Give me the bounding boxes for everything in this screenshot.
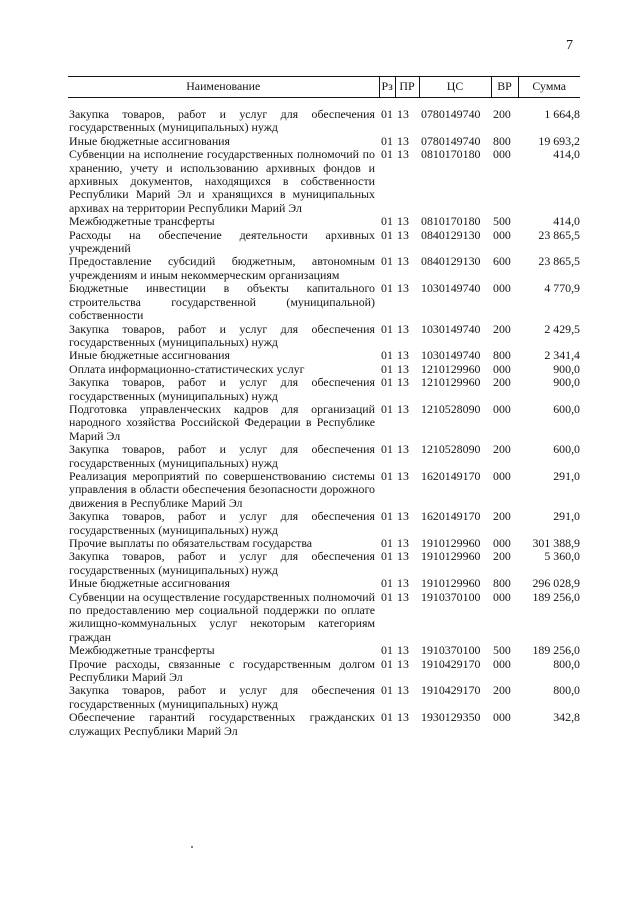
table-row <box>68 403 580 443</box>
cell-rz: 01 <box>381 321 393 336</box>
cell-cs: 1210528090 <box>421 401 481 416</box>
header-vr: ВР <box>491 77 518 98</box>
cell-pr: 13 <box>397 147 409 162</box>
cell-cs: 0810170180 <box>421 214 481 229</box>
cell-sum: 1 664,8 <box>544 107 580 121</box>
table-row <box>68 363 580 376</box>
cell-name: Субвенции на осуществление государственных полномочий по предоставлению мер социальной поддержки по оплате жилищно-коммунальных услуг некоторым категориям граждан <box>69 589 375 644</box>
cell-vr: 000 <box>493 227 511 242</box>
cell-sum: 189 256,0 <box>532 589 580 604</box>
cell-pr: 13 <box>397 254 409 269</box>
cell-pr: 13 <box>397 576 409 591</box>
cell-pr: 13 <box>397 133 409 148</box>
cell-sum: 23 865,5 <box>538 254 580 269</box>
cell-rz: 01 <box>381 401 393 416</box>
cell-sum: 2 429,5 <box>544 321 580 336</box>
cell-rz: 01 <box>381 683 393 698</box>
table-header-row <box>68 77 580 98</box>
table-row <box>68 282 580 322</box>
cell-rz: 01 <box>381 361 393 376</box>
cell-cs: 1030149740 <box>421 281 481 296</box>
budget-table <box>68 76 580 738</box>
cell-name: Закупка товаров, работ и услуг для обеспечения государственных (муниципальных) нужд <box>69 549 375 577</box>
cell-vr: 200 <box>493 509 511 524</box>
cell-vr: 000 <box>493 536 511 550</box>
cell-cs: 0780149740 <box>421 107 481 121</box>
cell-rz: 01 <box>381 710 393 725</box>
cell-pr: 13 <box>397 442 409 457</box>
cell-cs: 1910129960 <box>421 576 481 591</box>
cell-vr: 500 <box>493 214 511 229</box>
cell-sum: 4 770,9 <box>544 281 580 296</box>
cell-name: Подготовка управленческих кадров для организаций народного хозяйства Российской Федерации в Республике Марий Эл <box>69 401 375 443</box>
table-row <box>68 148 580 215</box>
cell-cs: 1910429170 <box>421 656 481 671</box>
cell-name: Закупка товаров, работ и услуг для обеспечения государственных (муниципальных) нужд <box>69 107 375 135</box>
cell-cs: 0840129130 <box>421 227 481 242</box>
table-row <box>68 577 580 590</box>
table-row <box>68 591 580 645</box>
header-sum: Сумма <box>518 77 580 98</box>
cell-cs: 1910370100 <box>421 589 481 604</box>
cell-rz: 01 <box>381 468 393 483</box>
cell-rz: 01 <box>381 147 393 162</box>
cell-cs: 1930129350 <box>421 710 481 725</box>
cell-sum: 2 341,4 <box>544 348 580 363</box>
cell-cs: 0810170180 <box>421 147 481 162</box>
cell-pr: 13 <box>397 401 409 416</box>
cell-vr: 000 <box>493 401 511 416</box>
cell-pr: 13 <box>397 710 409 725</box>
cell-vr: 000 <box>493 589 511 604</box>
cell-rz: 01 <box>381 133 393 148</box>
cell-rz: 01 <box>381 589 393 604</box>
cell-sum: 800,0 <box>553 656 580 671</box>
cell-pr: 13 <box>397 589 409 604</box>
table-row <box>68 215 580 228</box>
cell-sum: 5 360,0 <box>544 549 580 564</box>
cell-vr: 800 <box>493 576 511 591</box>
cell-cs: 1620149170 <box>421 509 481 524</box>
cell-rz: 01 <box>381 348 393 363</box>
cell-cs: 1620149170 <box>421 468 481 483</box>
cell-vr: 000 <box>493 656 511 671</box>
cell-pr: 13 <box>397 281 409 296</box>
cell-pr: 13 <box>397 509 409 524</box>
cell-vr: 200 <box>493 375 511 390</box>
cell-sum: 342,8 <box>553 710 580 725</box>
cell-pr: 13 <box>397 107 409 121</box>
cell-vr: 000 <box>493 281 511 296</box>
table-body <box>68 98 580 739</box>
cell-sum: 414,0 <box>553 214 580 229</box>
cell-cs: 1210129960 <box>421 361 481 376</box>
table-row <box>68 658 580 685</box>
cell-sum: 900,0 <box>553 375 580 390</box>
cell-vr: 200 <box>493 321 511 336</box>
cell-sum: 189 256,0 <box>532 643 580 658</box>
cell-vr: 800 <box>493 133 511 148</box>
cell-name: Прочие расходы, связанные с государственным долгом Республики Марий Эл <box>69 656 375 685</box>
cell-sum: 600,0 <box>553 442 580 457</box>
cell-pr: 13 <box>397 643 409 658</box>
cell-sum: 291,0 <box>553 509 580 524</box>
cell-name: Оплата информационно-статистических услуг <box>69 361 305 376</box>
cell-pr: 13 <box>397 321 409 336</box>
cell-name: Закупка товаров, работ и услуг для обеспечения государственных (муниципальных) нужд <box>69 509 375 537</box>
cell-cs: 0780149740 <box>421 133 481 148</box>
cell-cs: 1910129960 <box>421 536 481 550</box>
table-row <box>68 135 580 148</box>
cell-sum: 19 693,2 <box>538 133 580 148</box>
cell-sum: 800,0 <box>553 683 580 698</box>
table-row <box>68 644 580 657</box>
cell-name: Обеспечение гарантий государственных гражданских служащих Республики Марий Эл <box>69 710 375 738</box>
cell-vr: 000 <box>493 468 511 483</box>
table-row <box>68 349 580 362</box>
cell-rz: 01 <box>381 442 393 457</box>
header-name: Наименование <box>68 77 379 98</box>
cell-name: Субвенции на исполнение государственных полномочий по хранению, учету и использованию архивных фондов и архивных документов, находящихся в собственности Республики Марий Эл и хранящихся в муниципальных архивах на территории Республики Марий Эл <box>69 147 375 215</box>
cell-rz: 01 <box>381 536 393 550</box>
cell-rz: 01 <box>381 549 393 564</box>
cell-name: Предоставление субсидий бюджетным, автономным учреждениям и иным некоммерческим организациям <box>69 254 375 282</box>
cell-rz: 01 <box>381 281 393 296</box>
cell-rz: 01 <box>381 214 393 229</box>
cell-name: Межбюджетные трансферты <box>69 214 215 229</box>
cell-name: Закупка товаров, работ и услуг для обеспечения государственных (муниципальных) нужд <box>69 321 375 349</box>
table-row <box>68 510 580 537</box>
table-row <box>68 255 580 282</box>
cell-vr: 800 <box>493 348 511 363</box>
cell-rz: 01 <box>381 227 393 242</box>
table-row <box>68 550 580 577</box>
cell-name: Закупка товаров, работ и услуг для обеспечения государственных (муниципальных) нужд <box>69 683 375 711</box>
cell-pr: 13 <box>397 468 409 483</box>
cell-sum: 600,0 <box>553 401 580 416</box>
cell-vr: 200 <box>493 683 511 698</box>
cell-cs: 0840129130 <box>421 254 481 269</box>
cell-name: Бюджетные инвестиции в объекты капитального строительства государственной (муниципальной) собственности <box>69 281 375 323</box>
cell-sum: 414,0 <box>553 147 580 162</box>
cell-pr: 13 <box>397 348 409 363</box>
stray-mark <box>191 846 193 848</box>
cell-cs: 1910129960 <box>421 549 481 564</box>
cell-rz: 01 <box>381 656 393 671</box>
cell-name: Закупка товаров, работ и услуг для обеспечения государственных (муниципальных) нужд <box>69 375 375 403</box>
cell-cs: 1910370100 <box>421 643 481 658</box>
table-row <box>68 98 580 135</box>
cell-cs: 1210129960 <box>421 375 481 390</box>
cell-pr: 13 <box>397 549 409 564</box>
cell-name: Иные бюджетные ассигнования <box>69 133 231 148</box>
cell-pr: 13 <box>397 361 409 376</box>
cell-vr: 600 <box>493 254 511 269</box>
cell-pr: 13 <box>397 536 409 550</box>
cell-vr: 200 <box>493 107 511 121</box>
cell-sum: 900,0 <box>553 361 580 376</box>
cell-vr: 000 <box>493 361 511 376</box>
cell-name: Реализация мероприятий по совершенствованию системы управления в области обеспечения безопасности дорожного движения в Республике Марий Эл <box>69 468 375 510</box>
table-row <box>68 229 580 256</box>
page-number: 7 <box>566 38 573 53</box>
cell-vr: 000 <box>493 710 511 725</box>
cell-name: Иные бюджетные ассигнования <box>69 348 231 363</box>
cell-name: Межбюджетные трансферты <box>69 643 215 658</box>
header-pr: ПР <box>395 77 419 98</box>
cell-name: Иные бюджетные ассигнования <box>69 576 231 591</box>
cell-name: Прочие выплаты по обязательствам государства <box>69 536 313 550</box>
cell-cs: 1030149740 <box>421 348 481 363</box>
cell-sum: 291,0 <box>553 468 580 483</box>
cell-cs: 1030149740 <box>421 321 481 336</box>
table-row <box>68 470 580 510</box>
cell-rz: 01 <box>381 509 393 524</box>
cell-name: Закупка товаров, работ и услуг для обеспечения государственных (муниципальных) нужд <box>69 442 375 470</box>
table-row <box>68 443 580 470</box>
cell-pr: 13 <box>397 227 409 242</box>
table-row <box>68 376 580 403</box>
table-row <box>68 711 580 738</box>
cell-rz: 01 <box>381 254 393 269</box>
cell-sum: 301 388,9 <box>532 536 580 550</box>
cell-cs: 1210528090 <box>421 442 481 457</box>
header-cs: ЦС <box>419 77 491 98</box>
table-row <box>68 684 580 711</box>
header-rz: Рз <box>379 77 395 98</box>
cell-vr: 200 <box>493 442 511 457</box>
cell-pr: 13 <box>397 683 409 698</box>
cell-rz: 01 <box>381 107 393 121</box>
table-row <box>68 323 580 350</box>
cell-pr: 13 <box>397 375 409 390</box>
table-row <box>68 537 580 550</box>
cell-vr: 200 <box>493 549 511 564</box>
cell-pr: 13 <box>397 214 409 229</box>
cell-sum: 296 028,9 <box>532 576 580 591</box>
cell-rz: 01 <box>381 576 393 591</box>
cell-sum: 23 865,5 <box>538 227 580 242</box>
cell-pr: 13 <box>397 656 409 671</box>
cell-cs: 1910429170 <box>421 683 481 698</box>
cell-vr: 500 <box>493 643 511 658</box>
cell-rz: 01 <box>381 375 393 390</box>
cell-vr: 000 <box>493 147 511 162</box>
cell-name: Расходы на обеспечение деятельности архивных учреждений <box>69 227 375 256</box>
cell-rz: 01 <box>381 643 393 658</box>
